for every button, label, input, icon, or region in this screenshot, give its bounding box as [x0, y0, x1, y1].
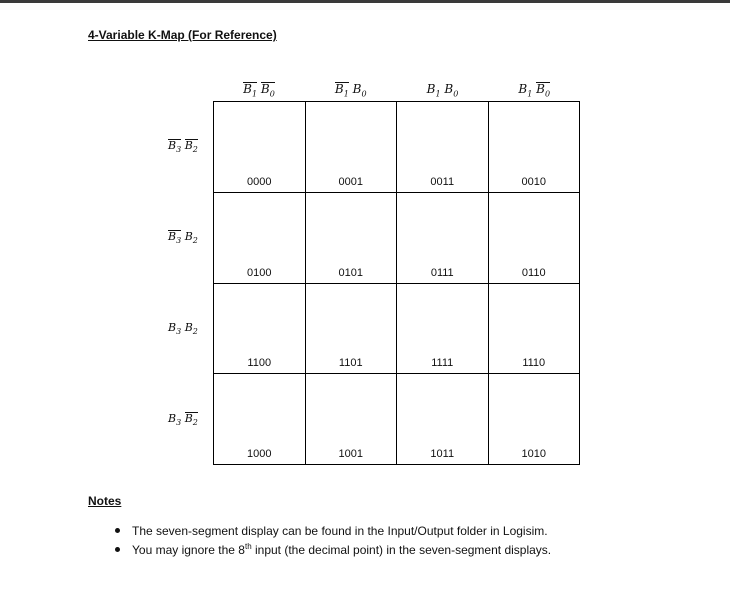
kmap-column-header: [213, 82, 305, 99]
kmap-cell-code: 0111: [430, 266, 454, 279]
kmap-row-header: [168, 412, 212, 427]
kmap-cell: [214, 374, 306, 465]
variable-letter: B: [243, 82, 252, 96]
bullet-icon: [115, 547, 120, 552]
kmap-cell: [397, 102, 489, 193]
variable-letter: B: [444, 82, 454, 96]
variable-subscript: 3: [176, 327, 182, 337]
variable-subscript: 2: [192, 145, 198, 155]
variable-low: [353, 82, 367, 98]
top-border: [0, 0, 730, 3]
variable-letter: B: [184, 230, 193, 243]
variable-high: [168, 321, 181, 336]
kmap-column-header: [305, 82, 397, 99]
kmap-cell-code: 1001: [338, 448, 363, 460]
variable-letter: B: [184, 412, 193, 425]
variable-subscript: 3: [176, 145, 182, 155]
kmap-cell-code: 0010: [521, 175, 546, 188]
kmap-cell: [489, 102, 581, 193]
variable-high: [168, 230, 181, 245]
variable-high: [335, 82, 349, 99]
kmap-cell-code: 1100: [247, 357, 272, 370]
variable-high: [518, 82, 532, 98]
variable-subscript: 1: [251, 89, 258, 99]
variable-low: [185, 230, 198, 245]
kmap-cell: [214, 284, 306, 375]
variable-low: [261, 82, 275, 99]
variable-subscript: 2: [192, 327, 198, 337]
variable-subscript: 0: [361, 89, 367, 99]
kmap-cell-code: 1110: [522, 357, 546, 370]
variable-letter: B: [184, 139, 193, 152]
kmap-cell: [214, 193, 306, 284]
kmap-cell: [489, 374, 581, 465]
kmap-cell-code: 1010: [521, 448, 546, 460]
variable-subscript: 1: [435, 89, 441, 99]
kmap-column-header: [397, 82, 489, 98]
variable-subscript: 0: [269, 89, 275, 99]
note-text-sup: th: [244, 542, 252, 551]
kmap-cell: [306, 374, 398, 465]
page-title: 4-Variable K-Map (For Reference): [88, 28, 277, 42]
variable-low: [185, 412, 198, 427]
note-item: [115, 542, 551, 557]
variable-letter: B: [168, 412, 177, 425]
kmap-cell: [397, 193, 489, 284]
variable-letter: B: [168, 139, 177, 152]
variable-high: [243, 82, 257, 99]
kmap-cell-code: 0110: [521, 266, 546, 279]
variable-letter: B: [518, 82, 528, 96]
variable-subscript: 1: [343, 89, 349, 99]
kmap-cell-code: 1111: [431, 357, 454, 370]
kmap-grid: [213, 101, 580, 465]
kmap-cell-code: 0011: [430, 175, 455, 188]
kmap-cell-code: 0101: [338, 266, 363, 279]
variable-high: [168, 139, 181, 154]
kmap-column-header: [488, 82, 580, 99]
variable-subscript: 2: [192, 236, 198, 246]
variable-low: [444, 82, 458, 98]
kmap-cell: [397, 284, 489, 375]
variable-high: [168, 412, 181, 427]
variable-high: [427, 82, 441, 98]
variable-subscript: 2: [192, 418, 198, 428]
note-text-pre: You may ignore the 8: [132, 543, 245, 557]
kmap-cell: [489, 284, 581, 375]
kmap-cell: [306, 193, 398, 284]
notes-heading: Notes: [88, 494, 122, 508]
variable-letter: B: [536, 82, 545, 96]
variable-subscript: 0: [453, 89, 459, 99]
kmap-row-header: [168, 321, 212, 336]
variable-subscript: 1: [527, 89, 533, 99]
note-item: [115, 524, 548, 538]
variable-letter: B: [426, 82, 436, 96]
variable-low: [185, 139, 198, 154]
variable-subscript: 3: [176, 418, 182, 428]
variable-low: [185, 321, 198, 336]
kmap-row-header: [168, 230, 212, 245]
variable-letter: B: [184, 321, 193, 334]
kmap-cell: [489, 193, 581, 284]
kmap-cell-code: 0100: [247, 266, 272, 279]
kmap-cell-code: 1000: [247, 448, 272, 460]
note-text-post: input (the decimal point) in the seven-segment displays.: [251, 543, 552, 557]
note-text: The seven-segment display can be found in the Input/Output folder in Logisim.: [132, 524, 548, 538]
variable-letter: B: [260, 82, 270, 96]
variable-letter: B: [168, 321, 177, 334]
kmap-cell: [306, 102, 398, 193]
kmap-cell: [306, 284, 398, 375]
kmap-cell: [214, 102, 306, 193]
kmap-cell-code: 0000: [247, 175, 272, 188]
kmap-cell-code: 1011: [430, 448, 455, 460]
variable-letter: B: [334, 82, 344, 96]
kmap-cell-code: 0001: [338, 175, 363, 188]
variable-low: [536, 82, 550, 99]
variable-subscript: 0: [544, 89, 551, 99]
kmap-row-header: [168, 139, 212, 154]
variable-letter: B: [352, 82, 362, 96]
variable-letter: B: [168, 230, 177, 243]
variable-subscript: 3: [176, 236, 182, 246]
kmap-cell: [397, 374, 489, 465]
bullet-icon: [115, 528, 120, 533]
kmap-cell-code: 1101: [338, 357, 363, 370]
